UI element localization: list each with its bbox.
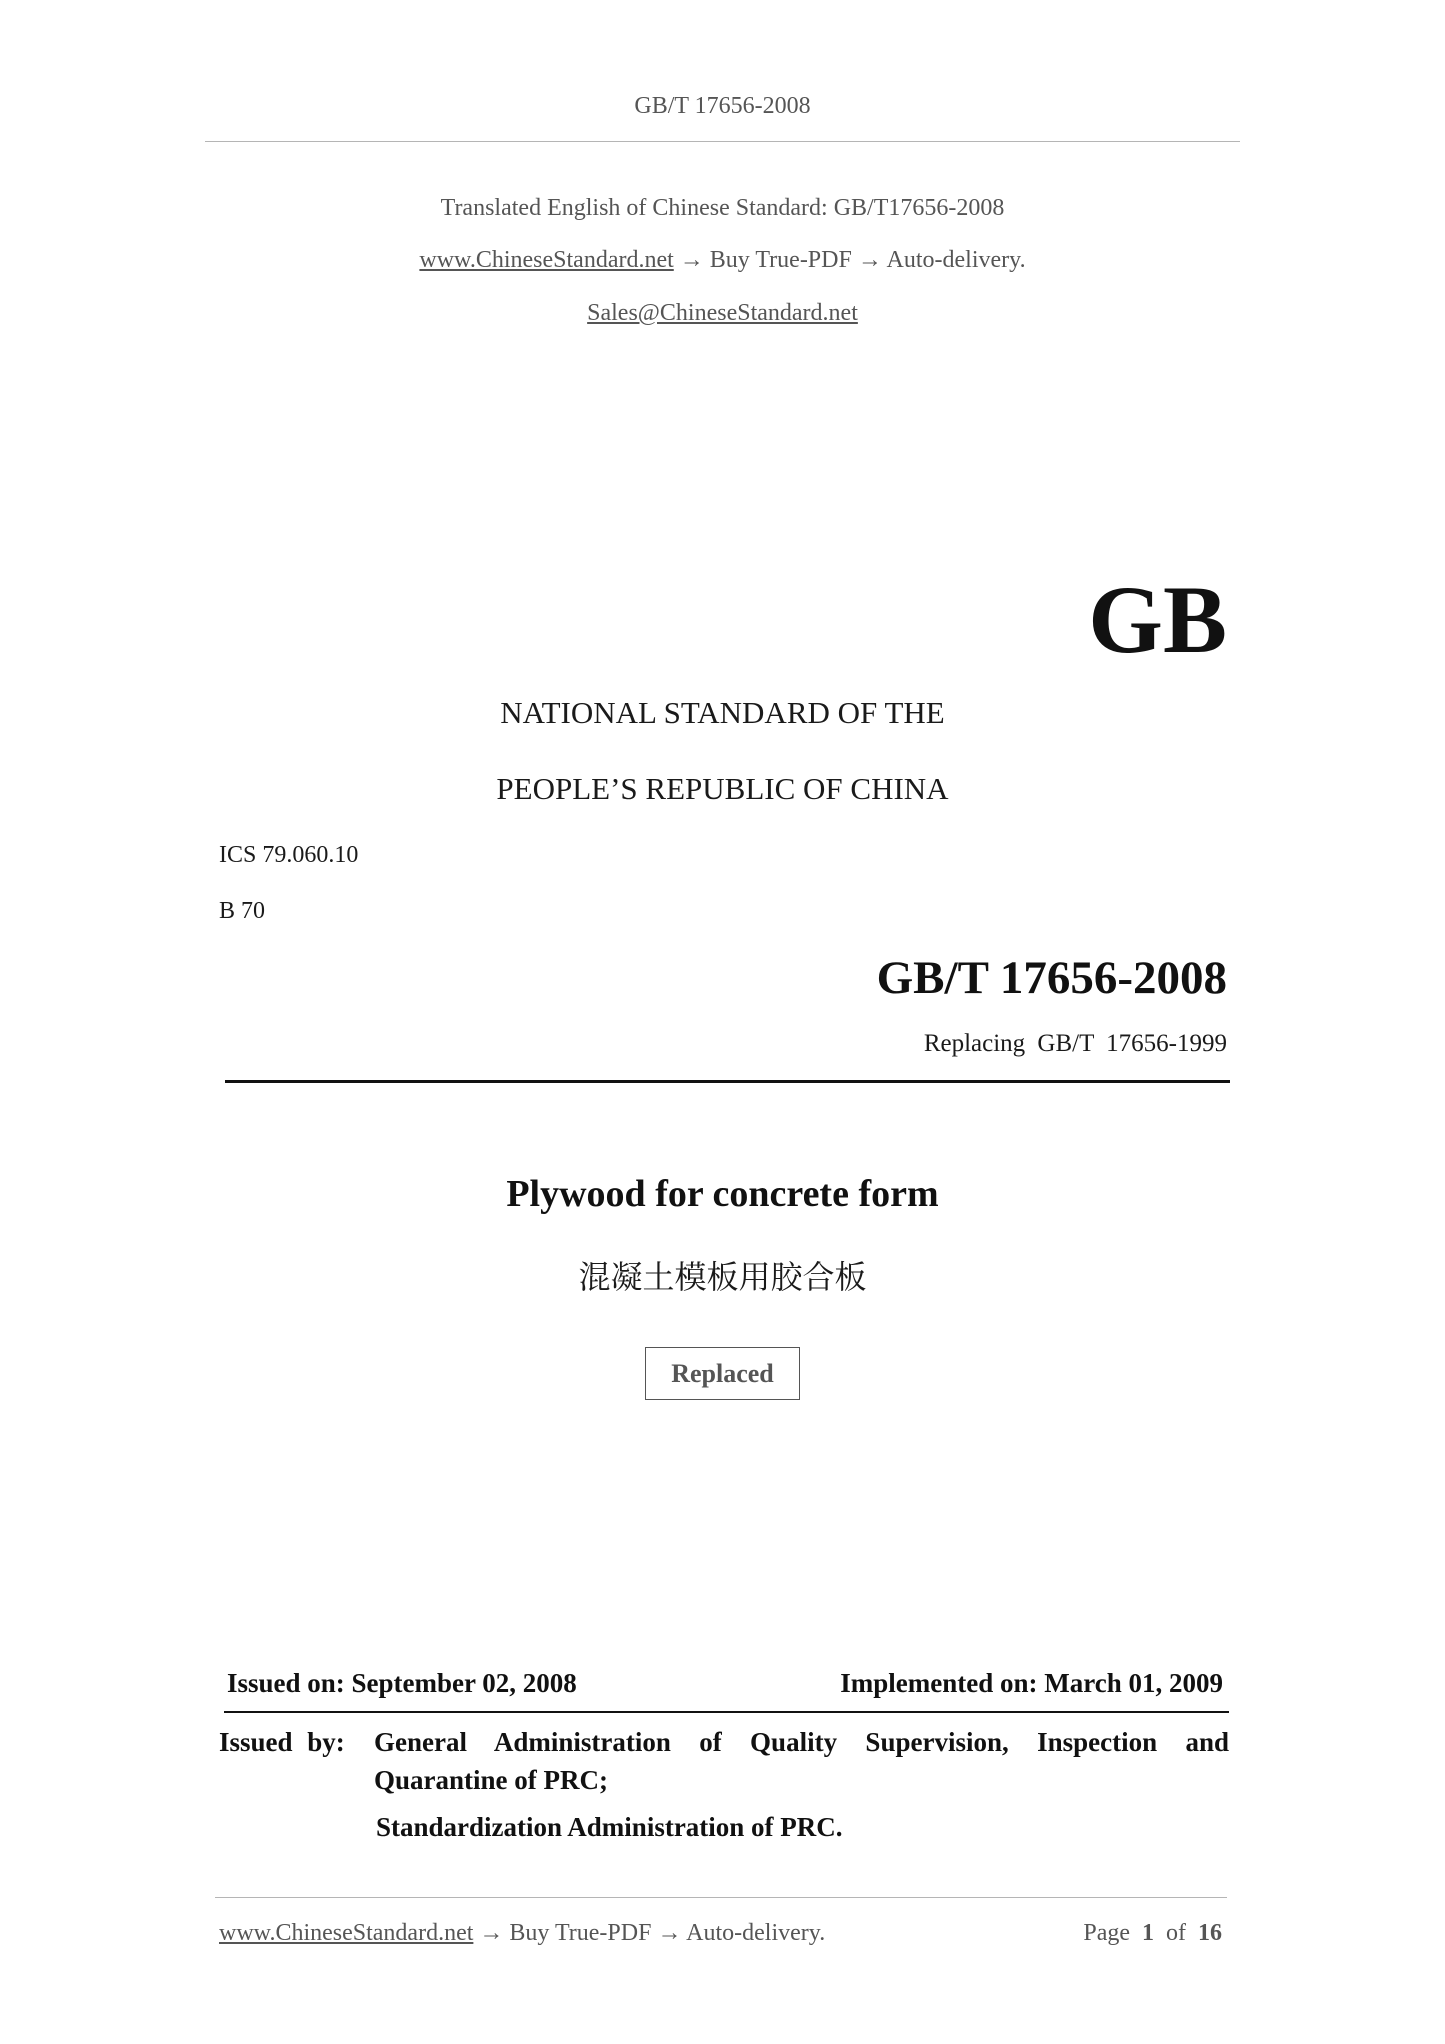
email-line: [0, 300, 1445, 327]
page-total: 16: [1198, 1920, 1222, 1946]
arrow-right-icon: →: [479, 1920, 504, 1946]
translation-notice: Translated English of Chinese Standard: GB/T17656-2008: [440, 195, 1005, 221]
buy-true-pdf-text: Buy True-PDF: [709, 247, 852, 273]
site-link[interactable]: www.ChineseStandard.net: [419, 247, 674, 273]
footer-divider: [215, 1897, 1227, 1898]
page-current: 1: [1142, 1920, 1154, 1946]
ccs-code: B 70: [219, 898, 266, 924]
running-header: GB/T 17656-2008: [634, 93, 811, 119]
gb-mark: GB: [1088, 566, 1227, 673]
header-divider: [205, 141, 1240, 142]
page-indicator: [1083, 1920, 1222, 1947]
document-title-chinese: 混凝土模板用胶合板: [578, 1258, 867, 1296]
implemented-on-date: Implemented on: March 01, 2009: [840, 1668, 1223, 1698]
arrow-right-icon: →: [857, 247, 882, 273]
dates-divider: [224, 1711, 1229, 1713]
issued-on-date: Issued on: September 02, 2008: [227, 1668, 577, 1698]
arrow-right-icon: →: [657, 1920, 682, 1946]
issued-by-label: Issued by:: [219, 1727, 345, 1757]
standard-number: GB/T 17656-2008: [876, 952, 1227, 1004]
ics-code: ICS 79.060.10: [219, 842, 359, 868]
issuer-sac: Standardization Administration of PRC.: [376, 1812, 843, 1842]
title-divider: [225, 1080, 1230, 1083]
footer-site-link[interactable]: www.ChineseStandard.net: [219, 1920, 474, 1946]
footer-buy-text: Buy True-PDF: [509, 1920, 652, 1946]
national-standard-heading-line2: PEOPLE’S REPUBLIC OF CHINA: [496, 771, 949, 806]
replacing-note: Replacing GB/T 17656-1999: [923, 1030, 1227, 1057]
issuer-aqsiq: General Administration of Quality Supervision, Inspection and: [374, 1727, 1229, 1757]
footer-delivery-text: Auto-delivery.: [686, 1920, 826, 1946]
of-word: of: [1166, 1920, 1186, 1946]
promo-line: [0, 247, 1445, 274]
footer-promo: [219, 1920, 825, 1947]
page-word: Page: [1083, 1920, 1130, 1946]
document-title-english: Plywood for concrete form: [506, 1173, 939, 1215]
issuer-aqsiq-continued: Quarantine of PRC;: [374, 1765, 608, 1795]
auto-delivery-text: Auto-delivery.: [886, 247, 1026, 273]
status-badge: Replaced: [645, 1347, 800, 1400]
arrow-right-icon: →: [679, 247, 704, 273]
national-standard-heading: NATIONAL STANDARD OF THE: [500, 695, 945, 730]
sales-email-link[interactable]: Sales@ChineseStandard.net: [587, 300, 858, 326]
